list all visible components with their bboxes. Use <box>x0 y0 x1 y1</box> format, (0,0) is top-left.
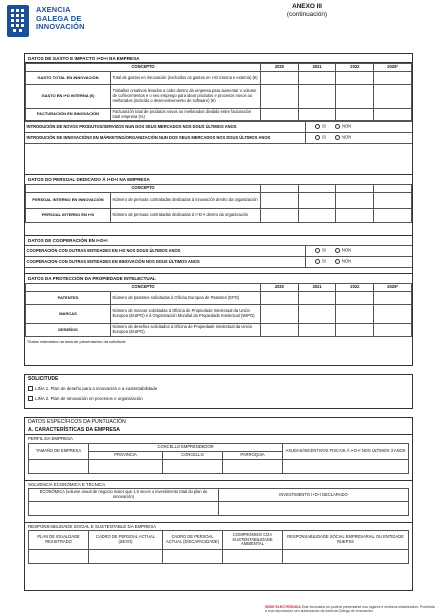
col-concept: CONCEPTO <box>26 185 261 193</box>
value-input[interactable] <box>336 305 374 324</box>
table-row <box>26 193 412 209</box>
col-persoal-sexo: CADRO DE PERSOAL ACTUAL (SEXO) <box>89 531 163 550</box>
annex-heading <box>257 3 357 19</box>
col-year <box>374 185 412 193</box>
value-input[interactable] <box>298 305 336 324</box>
solicitude-section <box>24 374 413 409</box>
table-row <box>26 72 412 85</box>
col-provincia: PROVINCIA <box>89 452 163 460</box>
col-year: 2021 <box>298 284 336 292</box>
agency-name-line: INNOVACIÓN <box>36 22 85 32</box>
row-label: GASTO EN I+D INTERNA (€) <box>26 85 111 109</box>
value-input[interactable] <box>261 292 299 305</box>
col-year: 2022 <box>336 284 374 292</box>
solicitude-option[interactable] <box>25 394 412 404</box>
value-input[interactable] <box>336 324 374 337</box>
col-year <box>261 185 299 193</box>
question-row <box>25 257 412 268</box>
yes-label: SI <box>322 258 326 264</box>
footer-brand: SEDE ELECTRÓNICA <box>265 605 301 609</box>
col-year: 2022 <box>336 64 374 72</box>
value-input[interactable] <box>89 460 163 474</box>
col-year <box>298 185 336 193</box>
question-row <box>25 122 412 133</box>
radio-icon[interactable] <box>315 259 320 264</box>
value-input[interactable] <box>336 193 374 209</box>
col-year: 2025* <box>374 284 412 292</box>
checkbox-icon[interactable] <box>28 396 33 401</box>
value-input[interactable] <box>298 209 336 223</box>
value-input[interactable] <box>163 460 223 474</box>
col-persoal-discapacidade: CADRO DE PERSOAL ACTUAL (DISCAPACIDADE) <box>163 531 223 550</box>
footer-text: Este formulario só poderá presentarse nos lugares e rexistros establecidos. Prohibida a súa reprodución sen autorización da Axencia Galega de Innovación. <box>265 605 435 613</box>
col-year: 2020 <box>261 64 299 72</box>
yes-label: SI <box>322 247 326 253</box>
question-label: INTRODUCIÓN DE INNOVACIÓNS EN MÁRKETING/ORGANIZACIÓN NUN DOS SEUS MERCADOS NOS DOUS ÚLTIMOS ANOS <box>25 133 305 144</box>
annex-subtitle: (continuación) <box>286 11 328 18</box>
value-input[interactable] <box>336 109 374 121</box>
row-description: Total de gastos en innovación (excluídos os gastos en I+D interna e externa) (€) <box>111 72 261 85</box>
row-label: PERSOAL INTERNO EN INNOVACIÓN <box>26 193 111 209</box>
propiedade-table <box>25 283 412 337</box>
persoal-section <box>25 174 412 223</box>
yes-label: SI <box>322 123 326 129</box>
propiedade-section <box>25 273 412 346</box>
value-input[interactable] <box>336 72 374 85</box>
persoal-table <box>25 184 412 223</box>
value-input[interactable] <box>298 85 336 109</box>
value-input[interactable] <box>261 324 299 337</box>
puntuacion-section <box>24 417 413 591</box>
footnote: *Datos estimados na data de presentación da solicitude <box>27 339 126 344</box>
question-row <box>25 133 412 144</box>
annex-title: ANEXO III <box>292 3 322 10</box>
no-option[interactable] <box>335 248 351 253</box>
gasto-section-title: DATOS DE GASTO E IMPACTO I+D+I NA EMPRESA <box>25 54 412 63</box>
col-concello: CONCELLO <box>163 452 223 460</box>
value-input[interactable] <box>261 85 299 109</box>
row-description: Traballos creativos levados a cabo dentro da empresa para aumentar o volume de coñecementos e o seu emprego para idear produtos e procesos novos ou mellorados (incluído o desenvolvemento de software) (€) <box>111 85 261 109</box>
value-input[interactable] <box>298 292 336 305</box>
agency-name <box>36 6 85 32</box>
impact-data-frame <box>24 53 413 366</box>
value-input[interactable] <box>29 502 219 516</box>
row-label: DESEÑOS <box>26 324 111 337</box>
value-input[interactable] <box>298 193 336 209</box>
value-input[interactable] <box>163 550 223 564</box>
table-row <box>26 305 412 324</box>
footer-notice <box>265 605 435 613</box>
no-option[interactable] <box>335 124 351 129</box>
value-input[interactable] <box>261 305 299 324</box>
value-input[interactable] <box>374 305 412 324</box>
col-year: 2025* <box>374 64 412 72</box>
solicitude-option[interactable] <box>25 384 412 394</box>
radio-icon[interactable] <box>335 248 340 253</box>
value-input[interactable] <box>374 109 412 121</box>
value-input[interactable] <box>29 550 89 564</box>
yes-option[interactable] <box>315 135 326 140</box>
row-label: PERSOAL INTERNO EN I+D <box>26 209 111 223</box>
value-input[interactable] <box>336 292 374 305</box>
row-description: Número de patentes solicitadas á Oficina Europea de Patentes (EPO) <box>111 292 261 305</box>
checkbox-icon[interactable] <box>28 386 33 391</box>
row-label: FACTURACIÓN EN INNOVACIÓN <box>26 109 111 121</box>
no-label: NON <box>342 258 352 264</box>
col-year <box>336 185 374 193</box>
responsabilidade-table <box>28 530 409 564</box>
value-input[interactable] <box>223 550 283 564</box>
yes-option[interactable] <box>315 124 326 129</box>
solicitude-title: SOLICITUDE <box>28 376 59 382</box>
value-input[interactable] <box>261 109 299 121</box>
value-input[interactable] <box>374 193 412 209</box>
col-responsabilidade-social: RESPONSABILIDADE SOCIAL EMPRESARIAL OU ENTIDADE RUEPSS <box>283 531 409 550</box>
row-description: Número de persoas contratadas dedicadas á innovación dentro da organización <box>111 193 261 209</box>
value-input[interactable] <box>374 209 412 223</box>
question-row <box>25 246 412 257</box>
cooperacion-section <box>25 235 412 268</box>
value-input[interactable] <box>374 85 412 109</box>
col-economica: ECONÓMICA (volume anual de negocio maior que 1,5 veces o investimento total do plan de innovación) <box>29 489 219 502</box>
row-label: PATENTES <box>26 292 111 305</box>
row-description: Número de marcas solicitadas á Oficina de Propiedade Intelectual da Unión Europea (EUIPO) e á Organización Mundial da Propiedade Intelectual (WIPO) <box>111 305 261 324</box>
gasto-section <box>25 54 412 144</box>
question-label: INTRODUCIÓN DE NOVOS PRODUTOS/SERVIZOS NUN DOS SEUS MERCADOS NOS DOUS ÚLTIMOS ANOS <box>25 122 305 133</box>
gasto-questions <box>25 121 412 144</box>
yes-option[interactable] <box>315 248 326 253</box>
col-year: 2021 <box>298 64 336 72</box>
value-input[interactable] <box>29 460 89 474</box>
propiedade-section-title: DATOS DA PROTECCIÓN DA PROPIEDADE INTELECTUAL <box>28 276 156 281</box>
value-input[interactable] <box>336 209 374 223</box>
question-label: COOPERACIÓN CON OUTRAS ENTIDADES EN I+D NOS DOUS ÚLTIMOS ANOS <box>25 246 305 257</box>
radio-icon[interactable] <box>335 259 340 264</box>
table-row <box>26 109 412 121</box>
value-input[interactable] <box>283 550 409 564</box>
col-axudas: AXUDAS/INCENTIVOS FISCAIS Á I+D+I NOS ÚLTIMOS 3 ANOS <box>283 444 409 460</box>
gasto-table <box>25 63 412 121</box>
value-input[interactable] <box>219 502 409 516</box>
col-plan-igualdade: PLAN DE IGUALDADE REXISTRADO <box>29 531 89 550</box>
galicia-crest-icon <box>6 4 30 38</box>
value-input[interactable] <box>374 72 412 85</box>
agency-name-line: AXENCIA <box>36 5 71 14</box>
row-description: Número de persoas contratadas dedicadas á I+D+I dentro da organización <box>111 209 261 223</box>
option-label: LIÑA 2. Plan de innovación en procesos e organización <box>35 396 143 401</box>
responsabilidade-title: RESPONSABILIDADE SOCIAL E SUSTENTABLE DA EMPRESA <box>25 522 412 530</box>
col-investimento: INVESTIMENTO I+D+I DECLARADO <box>219 489 409 502</box>
row-description: Número de deseños solicitados á Oficina de Propiedade Intelectual da Unión Europea (EUIPO) <box>111 324 261 337</box>
radio-icon[interactable] <box>335 135 340 140</box>
table-row <box>26 85 412 109</box>
table-row <box>29 502 409 516</box>
no-option[interactable] <box>335 259 351 264</box>
table-row <box>26 292 412 305</box>
agency-name-line: GALEGA DE <box>36 13 82 23</box>
value-input[interactable] <box>374 292 412 305</box>
col-concept: CONCEPTO <box>26 64 261 72</box>
col-sustentabilidade: COMPROMISO COA SUSTENTABILIDADE AMBIENTAL <box>223 531 283 550</box>
col-concept: CONCEPTO <box>26 284 261 292</box>
cooperacion-questions <box>25 245 412 268</box>
solvencia-table <box>28 488 409 516</box>
value-input[interactable] <box>298 324 336 337</box>
persoal-section-title: DATOS DO PERSOAL DEDICADO Á I+D+I NA EMPRESA <box>28 177 150 182</box>
value-input[interactable] <box>283 460 409 474</box>
puntuacion-title: DATOS ESPECÍFICOS DA PUNTUACIÓN <box>28 419 126 425</box>
table-row <box>26 209 412 223</box>
table-row <box>29 460 409 474</box>
solvencia-title: SOLVENCIA ECONÓMICA E TÉCNICA <box>25 480 412 488</box>
value-input[interactable] <box>261 209 299 223</box>
no-label: NON <box>342 134 352 140</box>
value-input[interactable] <box>374 324 412 337</box>
value-input[interactable] <box>298 109 336 121</box>
value-input[interactable] <box>261 72 299 85</box>
yes-label: SI <box>322 134 326 140</box>
col-concello-emprendedor: CONCELLO EMPRENDEDOR <box>89 444 283 452</box>
radio-icon[interactable] <box>335 124 340 129</box>
perfil-title: PERFIL DA EMPRESA <box>28 436 73 441</box>
row-description: Facturación total de produtos novos ou mellorados dividido entre facturación total empresa (%) <box>111 109 261 121</box>
yes-option[interactable] <box>315 259 326 264</box>
no-option[interactable] <box>335 135 351 140</box>
row-label: GASTO TOTAL EN INNOVACIÓN <box>26 72 111 85</box>
col-parroquia: PARROQUIA <box>223 452 283 460</box>
no-label: NON <box>342 247 352 253</box>
col-year: 2020 <box>261 284 299 292</box>
puntuacion-subtitle: A. CARACTERÍSTICAS DA EMPRESA <box>25 426 412 435</box>
cooperacion-section-title: DATOS DE COOPERACIÓN EN I+D+I <box>28 238 108 243</box>
radio-icon[interactable] <box>315 135 320 140</box>
radio-icon[interactable] <box>315 124 320 129</box>
row-label: MARCAS <box>26 305 111 324</box>
value-input[interactable] <box>298 72 336 85</box>
radio-icon[interactable] <box>315 248 320 253</box>
question-label: COOPERACIÓN CON OUTRAS ENTIDADES EN INNOVACIÓN NOS DOUS ÚLTIMOS ANOS <box>25 257 305 268</box>
no-label: NON <box>342 123 352 129</box>
option-label: LIÑA 1. Plan de deseño para a innovación e a sustentabilidade <box>35 386 158 391</box>
agency-logo <box>6 4 121 52</box>
table-row <box>26 324 412 337</box>
perfil-table <box>28 443 409 474</box>
value-input[interactable] <box>336 85 374 109</box>
value-input[interactable] <box>261 193 299 209</box>
value-input[interactable] <box>89 550 163 564</box>
col-size: TAMAÑO DE EMPRESA <box>29 444 89 460</box>
table-row <box>29 550 409 564</box>
value-input[interactable] <box>223 460 283 474</box>
